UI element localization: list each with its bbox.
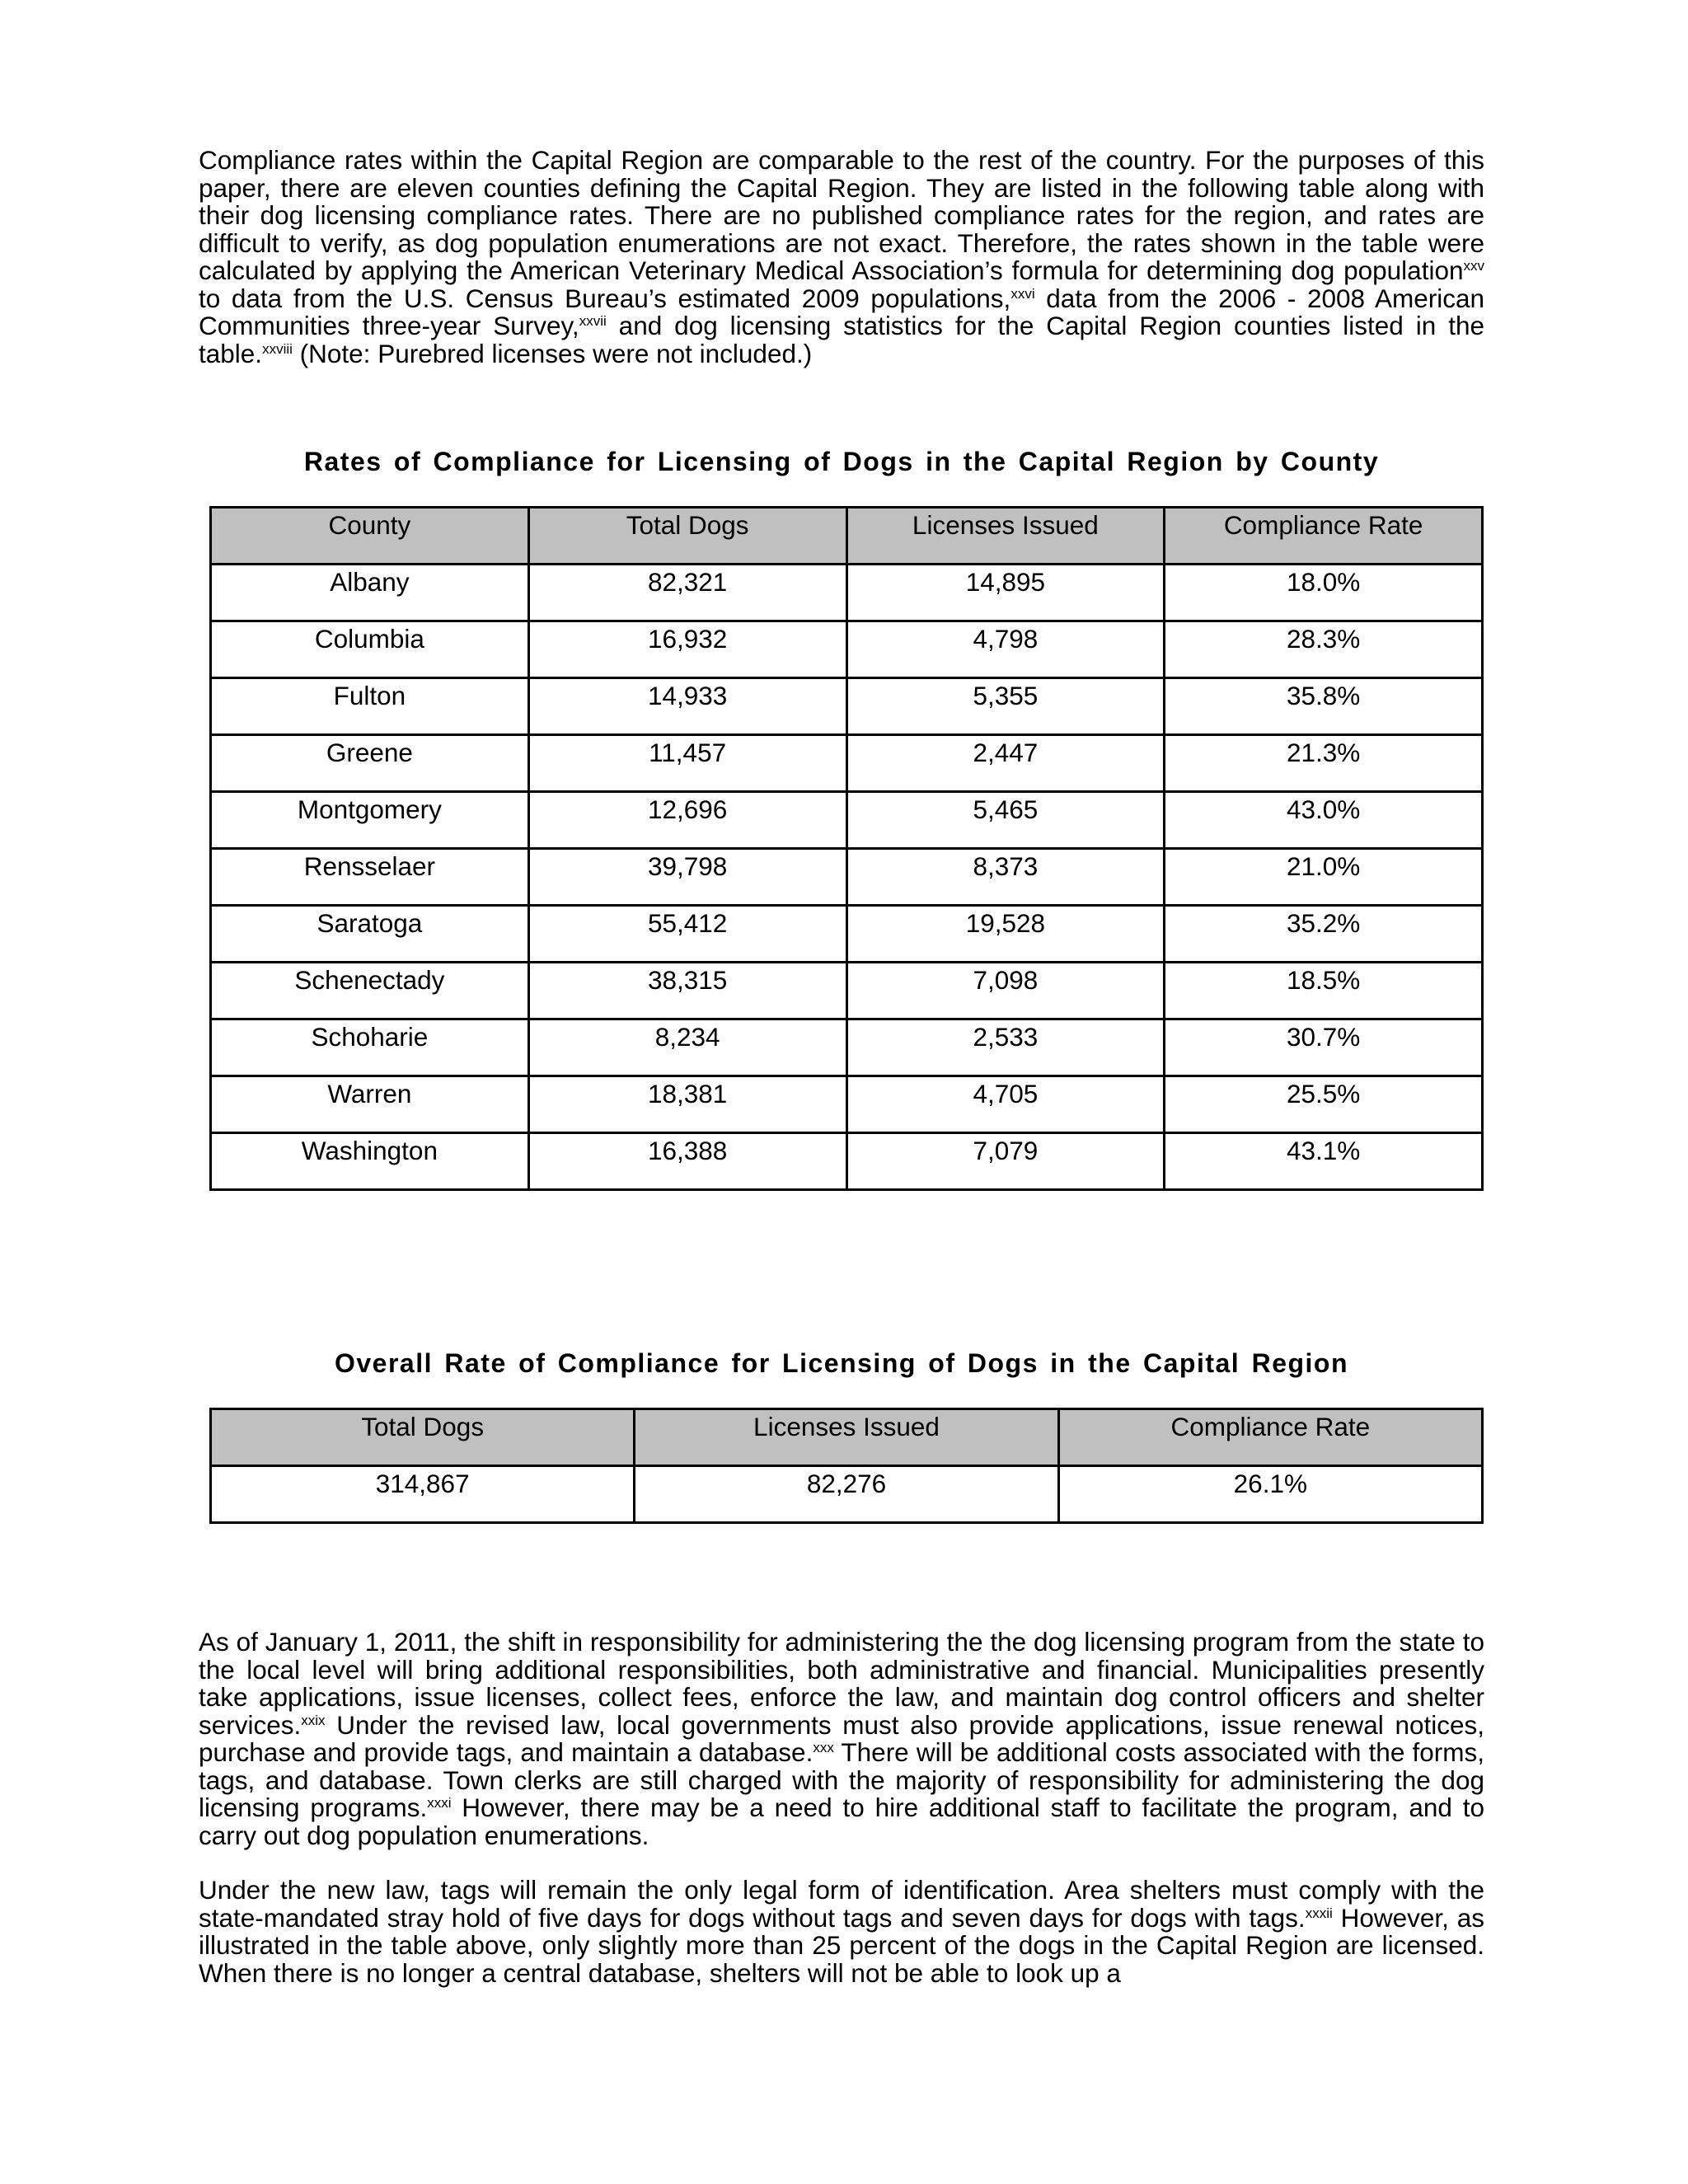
text-segment: to data from the U.S. Census Bureau’s estimated 2009 populations,: [199, 283, 1011, 313]
footnote-ref[interactable]: xxxi: [427, 1795, 452, 1811]
text-segment: (Note: Purebred licenses were not included.): [292, 338, 813, 368]
licenses-issued-cell: 82,276: [635, 1466, 1058, 1523]
table-header-row: [211, 508, 1483, 565]
table-row: [211, 906, 1483, 963]
compliance-rate-cell: 21.3%: [1165, 735, 1483, 792]
total-dogs-cell: 314,867: [211, 1466, 635, 1523]
total-dogs-cell: 11,457: [528, 735, 846, 792]
county-cell: Warren: [211, 1076, 529, 1133]
total-dogs-cell: 18,381: [528, 1076, 846, 1133]
compliance-rate-cell: 43.1%: [1165, 1133, 1483, 1190]
county-cell: Fulton: [211, 678, 529, 735]
county-cell: Columbia: [211, 621, 529, 678]
county-cell: Schoharie: [211, 1019, 529, 1076]
compliance-rate-cell: 43.0%: [1165, 792, 1483, 849]
text-segment: Compliance rates within the Capital Region are comparable to the rest of the country. For the purposes of this paper, there are eleven counties defining the Capital Region. They are listed in the following table along with their dog licensing compliance rates. There are no published compliance rates for the region, and rates are difficult to verify, as dog population enumerations are not exact. Therefore, the rates shown in the table were calculated by applying the American Veterinary Medical Association’s formula for determining dog population: [199, 145, 1484, 285]
table-row: [211, 1019, 1483, 1076]
compliance-rate-cell: 21.0%: [1165, 849, 1483, 906]
licenses-issued-cell: 19,528: [846, 906, 1165, 963]
text-segment: As of January 1, 2011, the shift in responsibility for administering the the dog licensing program from the state to the local level will bring additional responsibilities, both administrative and financial. Municipalities presently take applications, issue licenses, collect fees, enforce the law, and maintain dog control officers and shelter services.: [199, 1627, 1484, 1740]
text-segment: Under the new law, tags will remain the only legal form of identification. Area shelters must comply with the state-mandated stray hold of five days for dogs without tags and seven days for dogs with tags.: [199, 1875, 1484, 1933]
table-header-row: [211, 1409, 1483, 1466]
licenses-issued-cell: 4,798: [846, 621, 1165, 678]
intro-paragraph: [199, 147, 1484, 368]
licenses-issued-cell: 2,447: [846, 735, 1165, 792]
licenses-issued-cell: 5,465: [846, 792, 1165, 849]
text-segment: However, as illustrated in the table above, only slightly more than 25 percent of the dogs in the Capital Region are licensed. When there is no longer a central database, shelters will not be able to look up a: [199, 1902, 1484, 1988]
total-dogs-cell: 14,933: [528, 678, 846, 735]
column-header-licenses-issued: Licenses Issued: [846, 508, 1165, 565]
compliance-rate-cell: 35.2%: [1165, 906, 1483, 963]
county-table-title: Rates of Compliance for Licensing of Dogs in the Capital Region by County: [303, 447, 1380, 476]
county-cell: Saratoga: [211, 906, 529, 963]
licenses-issued-cell: 4,705: [846, 1076, 1165, 1133]
footnote-ref[interactable]: xxix: [301, 1712, 326, 1728]
licenses-issued-cell: 7,079: [846, 1133, 1165, 1190]
county-cell: Greene: [211, 735, 529, 792]
total-dogs-cell: 16,932: [528, 621, 846, 678]
licenses-issued-cell: 14,895: [846, 565, 1165, 621]
footnote-ref[interactable]: xxv: [1463, 258, 1484, 274]
column-header-county: County: [211, 508, 529, 565]
licenses-issued-cell: 5,355: [846, 678, 1165, 735]
county-cell: Washington: [211, 1133, 529, 1190]
compliance-rate-cell: 18.0%: [1165, 565, 1483, 621]
table-row: [211, 849, 1483, 906]
licenses-issued-cell: 8,373: [846, 849, 1165, 906]
column-header-compliance-rate: Compliance Rate: [1058, 1409, 1482, 1466]
total-dogs-cell: 8,234: [528, 1019, 846, 1076]
text-segment: There will be additional costs associated with the forms, tags, and database. Town clerks are still charged with the majority of responsibility for administering the dog licensing programs.: [199, 1737, 1484, 1822]
footnote-ref[interactable]: xxvii: [579, 313, 607, 329]
footnote-ref[interactable]: xxvi: [1010, 285, 1035, 302]
footnote-ref[interactable]: xxxii: [1305, 1905, 1333, 1921]
county-compliance-table: [209, 506, 1484, 1191]
footnote-ref[interactable]: xxx: [813, 1740, 834, 1755]
licenses-issued-cell: 2,533: [846, 1019, 1165, 1076]
compliance-rate-cell: 35.8%: [1165, 678, 1483, 735]
text-segment: Under the revised law, local governments must also provide applications, issue renewal notices, purchase and provide tags, and maintain a database.: [199, 1709, 1484, 1767]
table-row: [211, 621, 1483, 678]
compliance-rate-cell: 26.1%: [1058, 1466, 1482, 1523]
table-row: [211, 792, 1483, 849]
table-row: [211, 1466, 1483, 1523]
county-cell: Schenectady: [211, 963, 529, 1019]
compliance-rate-cell: 28.3%: [1165, 621, 1483, 678]
text-segment: and dog licensing statistics for the Capital Region counties listed in the table.: [199, 311, 1484, 368]
total-dogs-cell: 55,412: [528, 906, 846, 963]
compliance-rate-cell: 25.5%: [1165, 1076, 1483, 1133]
total-dogs-cell: 82,321: [528, 565, 846, 621]
licenses-issued-cell: 7,098: [846, 963, 1165, 1019]
text-segment: data from the 2006 - 2008 American Communities three-year Survey,: [199, 283, 1484, 340]
total-dogs-cell: 38,315: [528, 963, 846, 1019]
column-header-licenses-issued: Licenses Issued: [635, 1409, 1058, 1466]
column-header-compliance-rate: Compliance Rate: [1165, 508, 1483, 565]
responsibility-paragraph: [199, 1629, 1484, 1849]
table-row: [211, 1133, 1483, 1190]
tags-paragraph: [199, 1877, 1484, 1987]
table-row: [211, 963, 1483, 1019]
total-dogs-cell: 12,696: [528, 792, 846, 849]
overall-compliance-table: [209, 1408, 1484, 1524]
table-row: [211, 678, 1483, 735]
county-cell: Montgomery: [211, 792, 529, 849]
table-row: [211, 735, 1483, 792]
county-cell: Rensselaer: [211, 849, 529, 906]
column-header-total-dogs: Total Dogs: [211, 1409, 635, 1466]
footnote-ref[interactable]: xxviii: [262, 340, 293, 357]
text-segment: However, there may be a need to hire additional staff to facilitate the program, and to carry out dog population enumerations.: [199, 1793, 1485, 1850]
total-dogs-cell: 16,388: [528, 1133, 846, 1190]
total-dogs-cell: 39,798: [528, 849, 846, 906]
compliance-rate-cell: 30.7%: [1165, 1019, 1483, 1076]
table-row: [211, 1076, 1483, 1133]
column-header-total-dogs: Total Dogs: [528, 508, 846, 565]
table-row: [211, 565, 1483, 621]
compliance-rate-cell: 18.5%: [1165, 963, 1483, 1019]
overall-table-title: Overall Rate of Compliance for Licensing of Dogs in the Capital Region: [334, 1348, 1349, 1378]
county-cell: Albany: [211, 565, 529, 621]
